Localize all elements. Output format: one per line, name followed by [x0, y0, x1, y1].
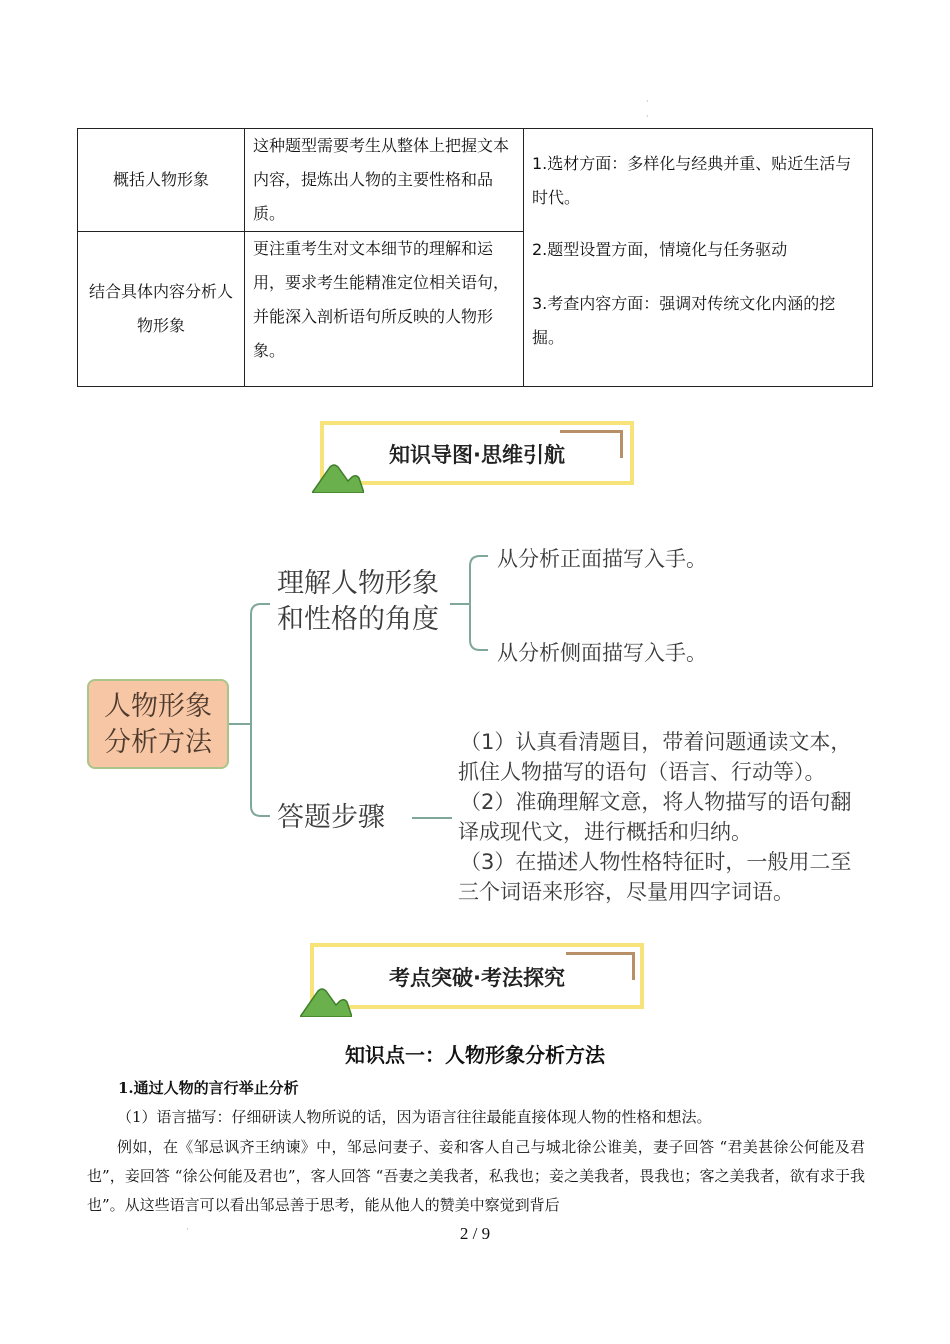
step-line: 译成现代文，进行概括和归纳。	[458, 820, 752, 844]
step-line: （2）准确理解文意，将人物描写的语句翻	[460, 790, 852, 814]
banner-title: 考点突破·考法探究	[389, 966, 565, 990]
type-cell: 概括人物形象	[78, 129, 245, 232]
knowledge-point-title: 知识点一：人物形象分析方法	[345, 1043, 605, 1067]
steps-text-block	[460, 727, 880, 907]
mindmap-root-node	[87, 679, 229, 769]
desc-cell: 更注重考生对文本细节的理解和运用，要求考生能精准定位相关语句，并能深入剖析语句所反映的人物形象。	[245, 232, 524, 387]
step-line: （1）认真看清题目，带着问题通读文本，	[460, 730, 852, 754]
desc-cell: 这种题型需要考生从整体上把握文本内容，提炼出人物的主要性格和品质。	[245, 129, 524, 232]
paragraph-example: 例如，在《邹忌讽齐王纳谏》中，邹忌问妻子、妾和客人自己与城北徐公谁美，妻子回答 “君美甚徐公何能及君也”，妾回答 “徐公何能及君也”，客人回答 “吾妻之美我者，私我也；妾之美我者，畏我也；客之美我者，欲有求于我也”。从这些语言可以看出邹忌善于思考，能从他人的赞美中察觉到背后	[87, 1138, 865, 1214]
sub-heading: 1.通过人物的言行举止分析	[118, 1079, 299, 1097]
section-banner-exam	[310, 943, 644, 1009]
leaf-indirect-description: 从分析侧面描写入手。	[497, 641, 707, 665]
branch-perspective-node	[277, 566, 439, 638]
trend-item: 3.考查内容方面：强调对传统文化内涵的挖掘。	[532, 294, 836, 347]
scan-dot: ·	[186, 1225, 189, 1234]
root-label-line: 分析方法	[104, 727, 212, 758]
step-line: （3）在描述人物性格特征时，一般用二至	[460, 850, 852, 874]
scan-dot: ·	[646, 97, 649, 106]
paragraph-language-description: （1）语言描写：仔细研读人物所说的话，因为语言往往最能直接体现人物的性格和想法。	[117, 1108, 712, 1126]
branch-label-line: 和性格的角度	[277, 604, 439, 635]
trend-item: 2.题型设置方面，情境化与任务驱动	[532, 240, 788, 259]
banner-title: 知识导图·思维引航	[389, 443, 565, 467]
branch-steps-node: 答题步骤	[277, 802, 385, 833]
page-number: 2 / 9	[459, 1224, 491, 1243]
mountain-icon	[300, 987, 352, 1017]
leaf-direct-description: 从分析正面描写入手。	[497, 547, 707, 571]
type-cell: 结合具体内容分析人物形象	[78, 232, 245, 387]
scan-dot: ·	[646, 112, 649, 121]
banner-accent	[566, 952, 632, 955]
root-label-line: 人物形象	[104, 691, 212, 722]
step-line: 三个词语来形容，尽量用四字词语。	[458, 880, 794, 904]
branch-label-line: 理解人物形象	[277, 568, 439, 599]
trend-item: 1.选材方面：多样化与经典并重、贴近生活与时代。	[532, 154, 852, 207]
step-line: 抓住人物描写的语句（语言、行动等）。	[458, 760, 826, 784]
